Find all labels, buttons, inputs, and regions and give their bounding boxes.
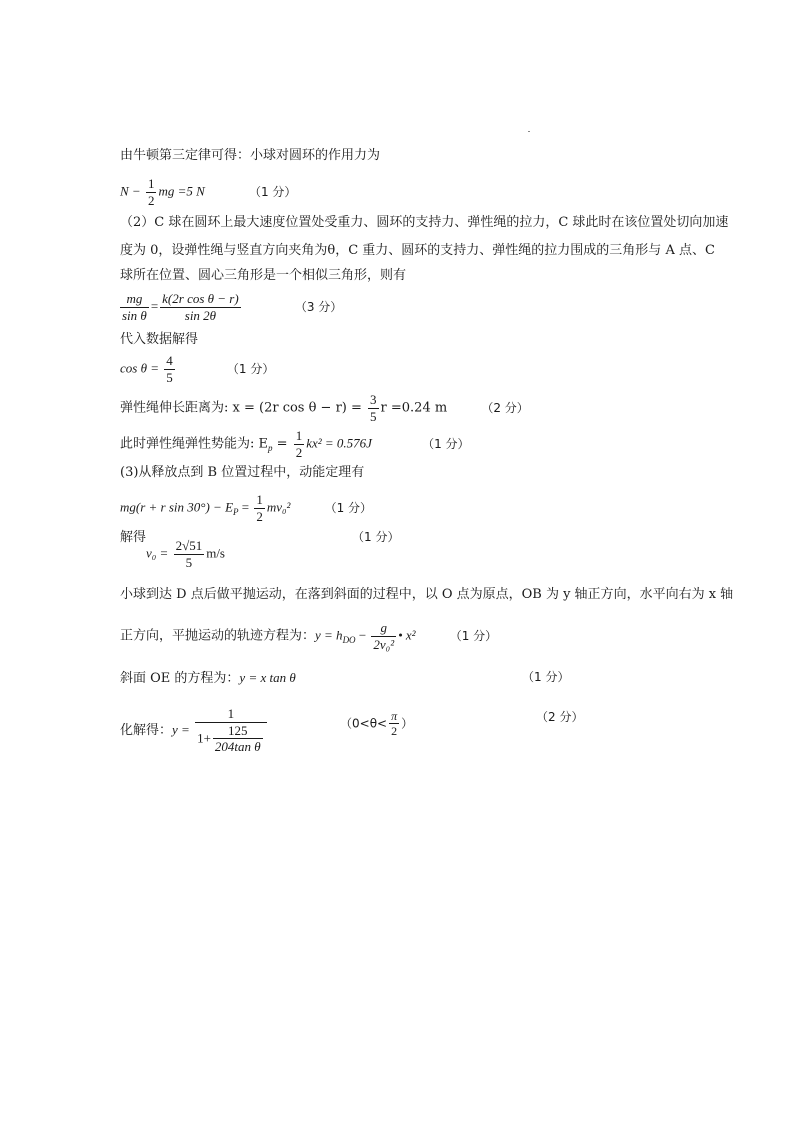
fraction-inner: $\frac{125}{\text{204tan θ}}$ <box>214 722 261 755</box>
fraction-three-fifths: $\frac{3}{5}$ <box>370 392 377 424</box>
fraction-pi-half: $\frac{\pi}{2}$ <box>391 709 398 739</box>
fraction-mg-sin: $\frac{mg}{\text{sin θ}}$ <box>122 291 147 323</box>
line-substitute: 代入数据解得 <box>120 332 199 347</box>
line-work-energy: mg(r + r $\sin 30^\circ) - E_P$ = $\frac{1}{2}$ mv₀² （1 分） <box>120 492 373 524</box>
fraction-g-2v0: $\frac{g}{\text{2v₀²}}$ <box>373 620 395 652</box>
line-part2-c: 球所在位置、圆心三角形是一个相似三角形，则有 <box>120 268 407 283</box>
scan-speck <box>528 131 530 132</box>
line-cos-theta: cos θ = $\frac{4}{5}$ （1 分） <box>120 353 275 385</box>
line-simplified: 化解得：y = 1 1+ $\frac{125}{\text{204tan θ}}$ <box>120 706 269 755</box>
fraction-half: $\frac{1}{2}$ <box>256 492 263 524</box>
score-label: （1 分） <box>324 501 373 516</box>
line-extension: 弹性绳伸长距离为: x = (2r cos θ − r) = $\frac{3}{5}$ r =0.24 m （2 分） <box>120 392 529 424</box>
fraction-half: $\frac{1}{2}$ <box>147 176 155 208</box>
score-label: （1 分） <box>248 184 297 199</box>
line-similar-triangle-eq: $\frac{mg}{\text{sin θ}}$ = $\frac{\text{k(2r cos θ − r)}}{\sin 2\theta}$ （3 分） <box>122 291 343 323</box>
line-part3: (3)从释放点到 B 位置过程中，动能定理有 <box>120 465 365 480</box>
score-label: （2 分） <box>481 401 529 416</box>
score-label: （1 分） <box>226 362 275 377</box>
eq-right: mg =5 N <box>158 183 205 199</box>
eq-left: N − <box>120 183 144 199</box>
line-trajectory: 正方向，平抛运动的轨迹方程为：$y = h_{DO}$ − $\frac{g}{\text{2v₀²}}$ • x² （1 分） <box>120 620 498 652</box>
line-projectile: 小球到达 D 点后做平抛运动，在落到斜面的过程中，以 O 点为原点，OB 为 y 轴正方向，水平向右为 x 轴 <box>120 587 734 602</box>
fraction-compound: 1 1+ $\frac{125}{\text{204tan θ}}$ <box>195 706 267 755</box>
score-label: （3 分） <box>294 300 343 315</box>
line-v0: v₀ = $\frac{2√51}{5}$ m/s <box>146 538 225 570</box>
fraction-half: $\frac{1}{2}$ <box>295 428 303 460</box>
fraction-v0: $\frac{2√51}{5}$ <box>175 538 203 570</box>
score-label: （1 分） <box>522 670 570 684</box>
fraction-elastic: $\frac{\text{k(2r cos θ − r)}}{\sin 2\theta}$ <box>162 291 239 323</box>
line-slope-equation: 斜面 OE 的方程为：y = x tan θ <box>120 670 296 686</box>
fraction-four-fifths: $\frac{4}{5}$ <box>166 353 173 385</box>
score-label: （1 分） <box>422 437 470 452</box>
line-part2-b: 度为 0，设弹性绳与竖直方向夹角为θ，C 重力、圆环的支持力、弹性绳的拉力围成的三角形与 A 点、C <box>120 243 715 258</box>
line-force-equation <box>120 176 296 208</box>
fraction-compound-den: 1+ $\frac{125}{\text{204tan θ}}$ <box>197 722 261 755</box>
line-solve: 解得 <box>120 530 147 545</box>
line-newton-third-law: 由牛顿第三定律可得：小球对圆环的作用力为 <box>120 148 381 163</box>
theta-range: （0<θ< $\frac{\pi}{2}$ ） <box>340 709 414 739</box>
line-elastic-energy: 此时弹性绳弹性势能为: $E_p$ = $\frac{1}{2}$ kx² = 0.576J （1 分） <box>120 428 470 460</box>
score-label: （1 分） <box>352 530 400 544</box>
score-label: （1 分） <box>449 629 498 644</box>
line-part2-a: （2）C 球在圆环上最大速度位置处受重力、圆环的支持力、弹性绳的拉力，C 球此时在该位置处切向加速 <box>120 215 729 230</box>
score-label: （2 分） <box>536 710 584 724</box>
